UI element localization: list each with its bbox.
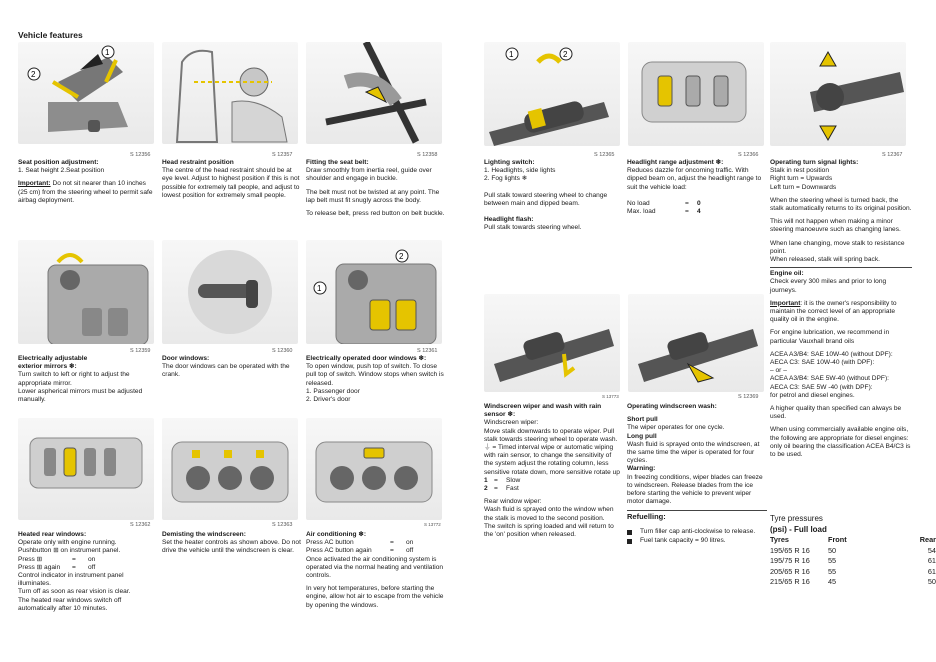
- long-pull-text: Wash fluid is sprayed onto the windscreen, at the same time the wiper is operated for four cycles.: [627, 440, 760, 465]
- seat-title: Seat position adjustment:: [18, 159, 99, 166]
- flash-title: Headlight flash:: [484, 216, 534, 224]
- aircon-on: Press AC button = on: [306, 539, 414, 547]
- lighting-l1: 1. Headlights, side lights: [484, 167, 556, 175]
- wiper-p1: Move stalk downwards to operate wiper. Pull stalk towards steering wheel to operate wash.: [484, 427, 618, 443]
- aircon-title: Air conditioning ❄:: [306, 531, 367, 538]
- lighting-p1: Pull stalk toward steering wheel to change between main and dipped beam.: [484, 191, 608, 207]
- oil-p2: For engine lubrication, we recommend in particular Vauxhall brand oils: [770, 329, 890, 345]
- heater-controls-illustration: [162, 418, 298, 520]
- rear-windows-p2: Pushbutton ⊞ on instrument panel.: [18, 547, 121, 555]
- warning-text: In freezing conditions, wiper blades can freeze to windscreen. Release blades from the ice before starting the vehicle to prevent wiper motor damage.: [627, 473, 763, 506]
- oil-p4: When using commercially available engine oils, the following are appropriate for diesel engines: only oil bearing the classification ACEA B4/C3 is to be used.: [770, 426, 911, 459]
- figure-id: S 12359: [130, 348, 151, 354]
- lighting-section: [484, 159, 620, 232]
- table-row: 195/75 R 16 55 61: [770, 556, 936, 565]
- tyre-title: Tyre pressures: [770, 514, 823, 523]
- elec-windows-text: To open window, push top of switch. To close pull top of switch. Window stops when switch is released.: [306, 363, 444, 387]
- headlight-range-section: [627, 159, 767, 216]
- aircon-controls-illustration: [306, 418, 442, 520]
- electric-windows-section: [306, 355, 448, 404]
- mirrors-p2: Lower aspherical mirrors must be adjusted manually.: [18, 387, 143, 404]
- turn-p2: This will not happen when making a minor steering manoeuvre such as changing lanes.: [770, 218, 901, 234]
- figure-id: S 12360: [272, 348, 293, 354]
- mirrors-p1: Turn switch to left or right to adjust the appropriate mirror.: [18, 371, 130, 387]
- oil-s6: for petrol and diesel engines.: [770, 391, 855, 399]
- turn-signal-illustration: [770, 42, 906, 146]
- rear-windows-p3: Control indicator in instrument panel illuminates.: [18, 572, 124, 588]
- wiper-p2: ⏚ = Timed interval wipe or automatic wiping with rain sensor, to change the sensitivity of the system adjust the rotating column, less sensitive rotate down, more sensitive rotate up: [484, 444, 620, 476]
- door-windows-section: [162, 355, 302, 380]
- turn-divider: [770, 267, 912, 268]
- table-row: 195/65 R 16 50 54: [770, 545, 936, 555]
- flash-text: Pull stalk towards steering wheel.: [484, 224, 582, 232]
- oil-s2: AECA C3: SAE 10W-40 (with DPF):: [770, 359, 875, 367]
- figure-id: S 12356: [130, 152, 151, 158]
- tyre-subtitle: (psi) - Full load: [770, 524, 827, 534]
- head-restraint-illustration: [162, 42, 298, 144]
- lighting-switch-illustration: [484, 42, 620, 146]
- wiper-title: Windscreen wiper and wash with rain sensor ❄:: [484, 403, 602, 419]
- seat-belt-section: [306, 159, 446, 218]
- window-switch-illustration: [306, 240, 442, 344]
- important-text: Do not sit nearer than 10 inches (25 cm) from the steering wheel to permit safe airbag deployment.: [18, 180, 153, 204]
- tyre-header: Tyres Front Rear: [770, 535, 936, 544]
- figure-id: S 12367: [882, 152, 903, 158]
- seat-line: 1. Seat height 2.Seat position: [18, 167, 105, 175]
- oil-important: Important: it is the owner's responsibility to maintain the correct level of an appropriate quality oil in the engine.: [770, 299, 897, 324]
- range-no-load: No load = 0: [627, 199, 701, 207]
- elec-windows-l2: 2. Driver's door: [306, 396, 351, 404]
- demist-title: Demisting the windscreen:: [162, 531, 246, 538]
- turn-l2: Right turn = Upwards: [770, 175, 833, 183]
- wash-section: [627, 403, 767, 546]
- oil-s3: – or –: [770, 367, 787, 375]
- mirrors-title-2: exterior mirrors ❄:: [18, 363, 77, 371]
- svg-text:2: 2: [563, 50, 568, 59]
- table-row: 205/65 R 16 55 61: [770, 566, 936, 576]
- svg-text:1: 1: [509, 50, 514, 59]
- figure-id: S 12369: [738, 394, 759, 400]
- elec-windows-title: Electrically operated door windows ❄:: [306, 355, 427, 362]
- wiper-speed-1: 1 = Slow: [484, 476, 521, 484]
- aircon-section: [306, 531, 448, 610]
- turn-l1: Stalk in rest position: [770, 167, 830, 175]
- figure-id: S 13772: [424, 522, 441, 527]
- range-max-load: Max. load = 4: [627, 208, 701, 216]
- wiper-p3: Wash fluid is sprayed onto the window when the stalk is moved to the second position.: [484, 506, 614, 522]
- oil-s1: ACEA A3/B4: SAE 10W-40 (without DPF):: [770, 350, 893, 358]
- svg-text:1: 1: [317, 284, 322, 293]
- turn-title: Operating turn signal lights:: [770, 159, 859, 166]
- belt-p1: Draw smoothly from inertia reel, guide over shoulder and engage in buckle.: [306, 167, 432, 183]
- wiper-sub2: Rear window wiper:: [484, 498, 542, 506]
- figure-id: S 12358: [417, 152, 438, 158]
- warning-title: Warning:: [627, 465, 656, 473]
- rear-windows-section: [18, 531, 158, 613]
- oil-p1: Check every 300 miles and prior to long journeys.: [770, 278, 887, 294]
- turn-p4: When released, stalk will spring back.: [770, 256, 880, 264]
- important-label: Important:: [18, 180, 51, 188]
- head-text: The centre of the head restraint should be at eye level. Adjust to highest position if this is not possible for extremely tall people, and adjust to lowest position for extremely small people.: [162, 167, 300, 199]
- demist-text: Set the heater controls as shown above. Do not drive the vehicle until the windscreen is clear.: [162, 539, 301, 555]
- refuel-title: Refuelling:: [627, 512, 666, 522]
- rear-windows-p5: The heated rear windows switch off automatically after 10 minutes.: [18, 596, 122, 612]
- wiper-p4: The switch is spring loaded and will return to the 'on' position when released.: [484, 522, 614, 539]
- oil-s4: ACEA A3/B4: SAE 5W-40 (without DPF):: [770, 375, 889, 383]
- figure-id: S 12366: [738, 152, 759, 158]
- tyre-pressures-table: [770, 514, 936, 588]
- figure-id: S 13773: [602, 394, 619, 399]
- belt-title: Fitting the seat belt:: [306, 159, 369, 166]
- turn-p3: When lane changing, move stalk to resistance point.: [770, 239, 905, 255]
- oil-p3: A higher quality than specified can always be used.: [770, 405, 902, 421]
- range-title: Headlight range adjustment ❄:: [627, 159, 724, 166]
- rear-windows-off: Press ⊞ again = off: [18, 563, 96, 571]
- turn-signal-section: [770, 159, 912, 459]
- head-restraint-section: [162, 159, 300, 200]
- figure-id: S 12365: [594, 152, 615, 158]
- wiper-section: [484, 403, 620, 539]
- figure-id: S 12361: [417, 348, 438, 354]
- headlight-range-illustration: [628, 42, 764, 146]
- svg-text:2: 2: [31, 70, 36, 79]
- head-title: Head restraint position: [162, 159, 234, 166]
- elec-windows-l1: 1. Passenger door: [306, 387, 360, 395]
- wiper-stalk-illustration: [484, 294, 620, 392]
- turn-p1: When the steering wheel is turned back, the stalk automatically returns to its original position.: [770, 196, 912, 213]
- short-pull-title: Short pull: [627, 416, 658, 424]
- wash-title: Operating windscreen wash:: [627, 403, 717, 410]
- demist-section: [162, 531, 302, 556]
- window-crank-illustration: [162, 240, 298, 344]
- rear-windows-on: Press ⊞ = on: [18, 555, 96, 563]
- page-title: Vehicle features: [18, 30, 83, 40]
- refuel-divider: [627, 510, 767, 511]
- rear-windows-p1: Operate only with engine running.: [18, 539, 117, 547]
- short-pull-text: The wiper operates for one cycle.: [627, 424, 725, 432]
- aircon-p1: Once activated the air conditioning system is operated via the normal heating and ventilation controls.: [306, 555, 444, 580]
- figure-id: S 12363: [272, 522, 293, 528]
- oil-s5: AECA C3: SAE 5W -40 (with DPF):: [770, 383, 873, 391]
- wiper-sub: Windscreen wiper:: [484, 419, 539, 427]
- rear-windows-title: Heated rear windows:: [18, 531, 87, 538]
- seat-important: [18, 180, 156, 205]
- wash-stalk-illustration: [628, 294, 764, 392]
- rear-window-switch-illustration: [18, 418, 154, 520]
- mirror-switch-illustration: [18, 240, 154, 344]
- belt-p3: To release belt, press red button on belt buckle.: [306, 210, 445, 218]
- figure-id: S 12362: [130, 522, 151, 528]
- wiper-speed-2: 2 = Fast: [484, 485, 519, 493]
- lighting-title: Lighting switch:: [484, 159, 535, 166]
- turn-l3: Left turn = Downwards: [770, 183, 837, 191]
- belt-p2: The belt must not be twisted at any point. The lap belt must fit snugly across the body.: [306, 188, 440, 204]
- oil-title: Engine oil:: [770, 270, 804, 278]
- list-item: Turn filler cap anti-clockwise to release.: [627, 528, 767, 536]
- mirrors-title: Electrically adjustable: [18, 355, 88, 362]
- seat-section: [18, 159, 156, 205]
- door-windows-text: The door windows can be operated with the crank.: [162, 363, 290, 379]
- mirrors-section: [18, 355, 158, 404]
- figure-id: S 12357: [272, 152, 293, 158]
- aircon-p2: In very hot temperatures, before starting the engine, allow hot air to escape from the vehicle by opening the windows.: [306, 585, 444, 609]
- svg-text:2: 2: [399, 252, 404, 261]
- table-row: 215/65 R 16 45 50: [770, 577, 936, 586]
- lighting-l2: 2. Fog lights ❄: [484, 175, 528, 183]
- svg-text:1: 1: [105, 48, 110, 57]
- door-windows-title: Door windows:: [162, 355, 210, 362]
- list-item: Fuel tank capacity = 90 litres.: [627, 537, 767, 545]
- aircon-off: Press AC button again = off: [306, 547, 414, 555]
- range-text: Reduces dazzle for oncoming traffic. With dipped beam on, adjust the headlight range to suit the vehicle load:: [627, 167, 762, 191]
- long-pull-title: Long pull: [627, 432, 657, 440]
- seat-belt-illustration: [306, 42, 442, 144]
- rear-windows-p4: Turn off as soon as rear vision is clear.: [18, 588, 131, 596]
- seat-illustration: [18, 42, 154, 144]
